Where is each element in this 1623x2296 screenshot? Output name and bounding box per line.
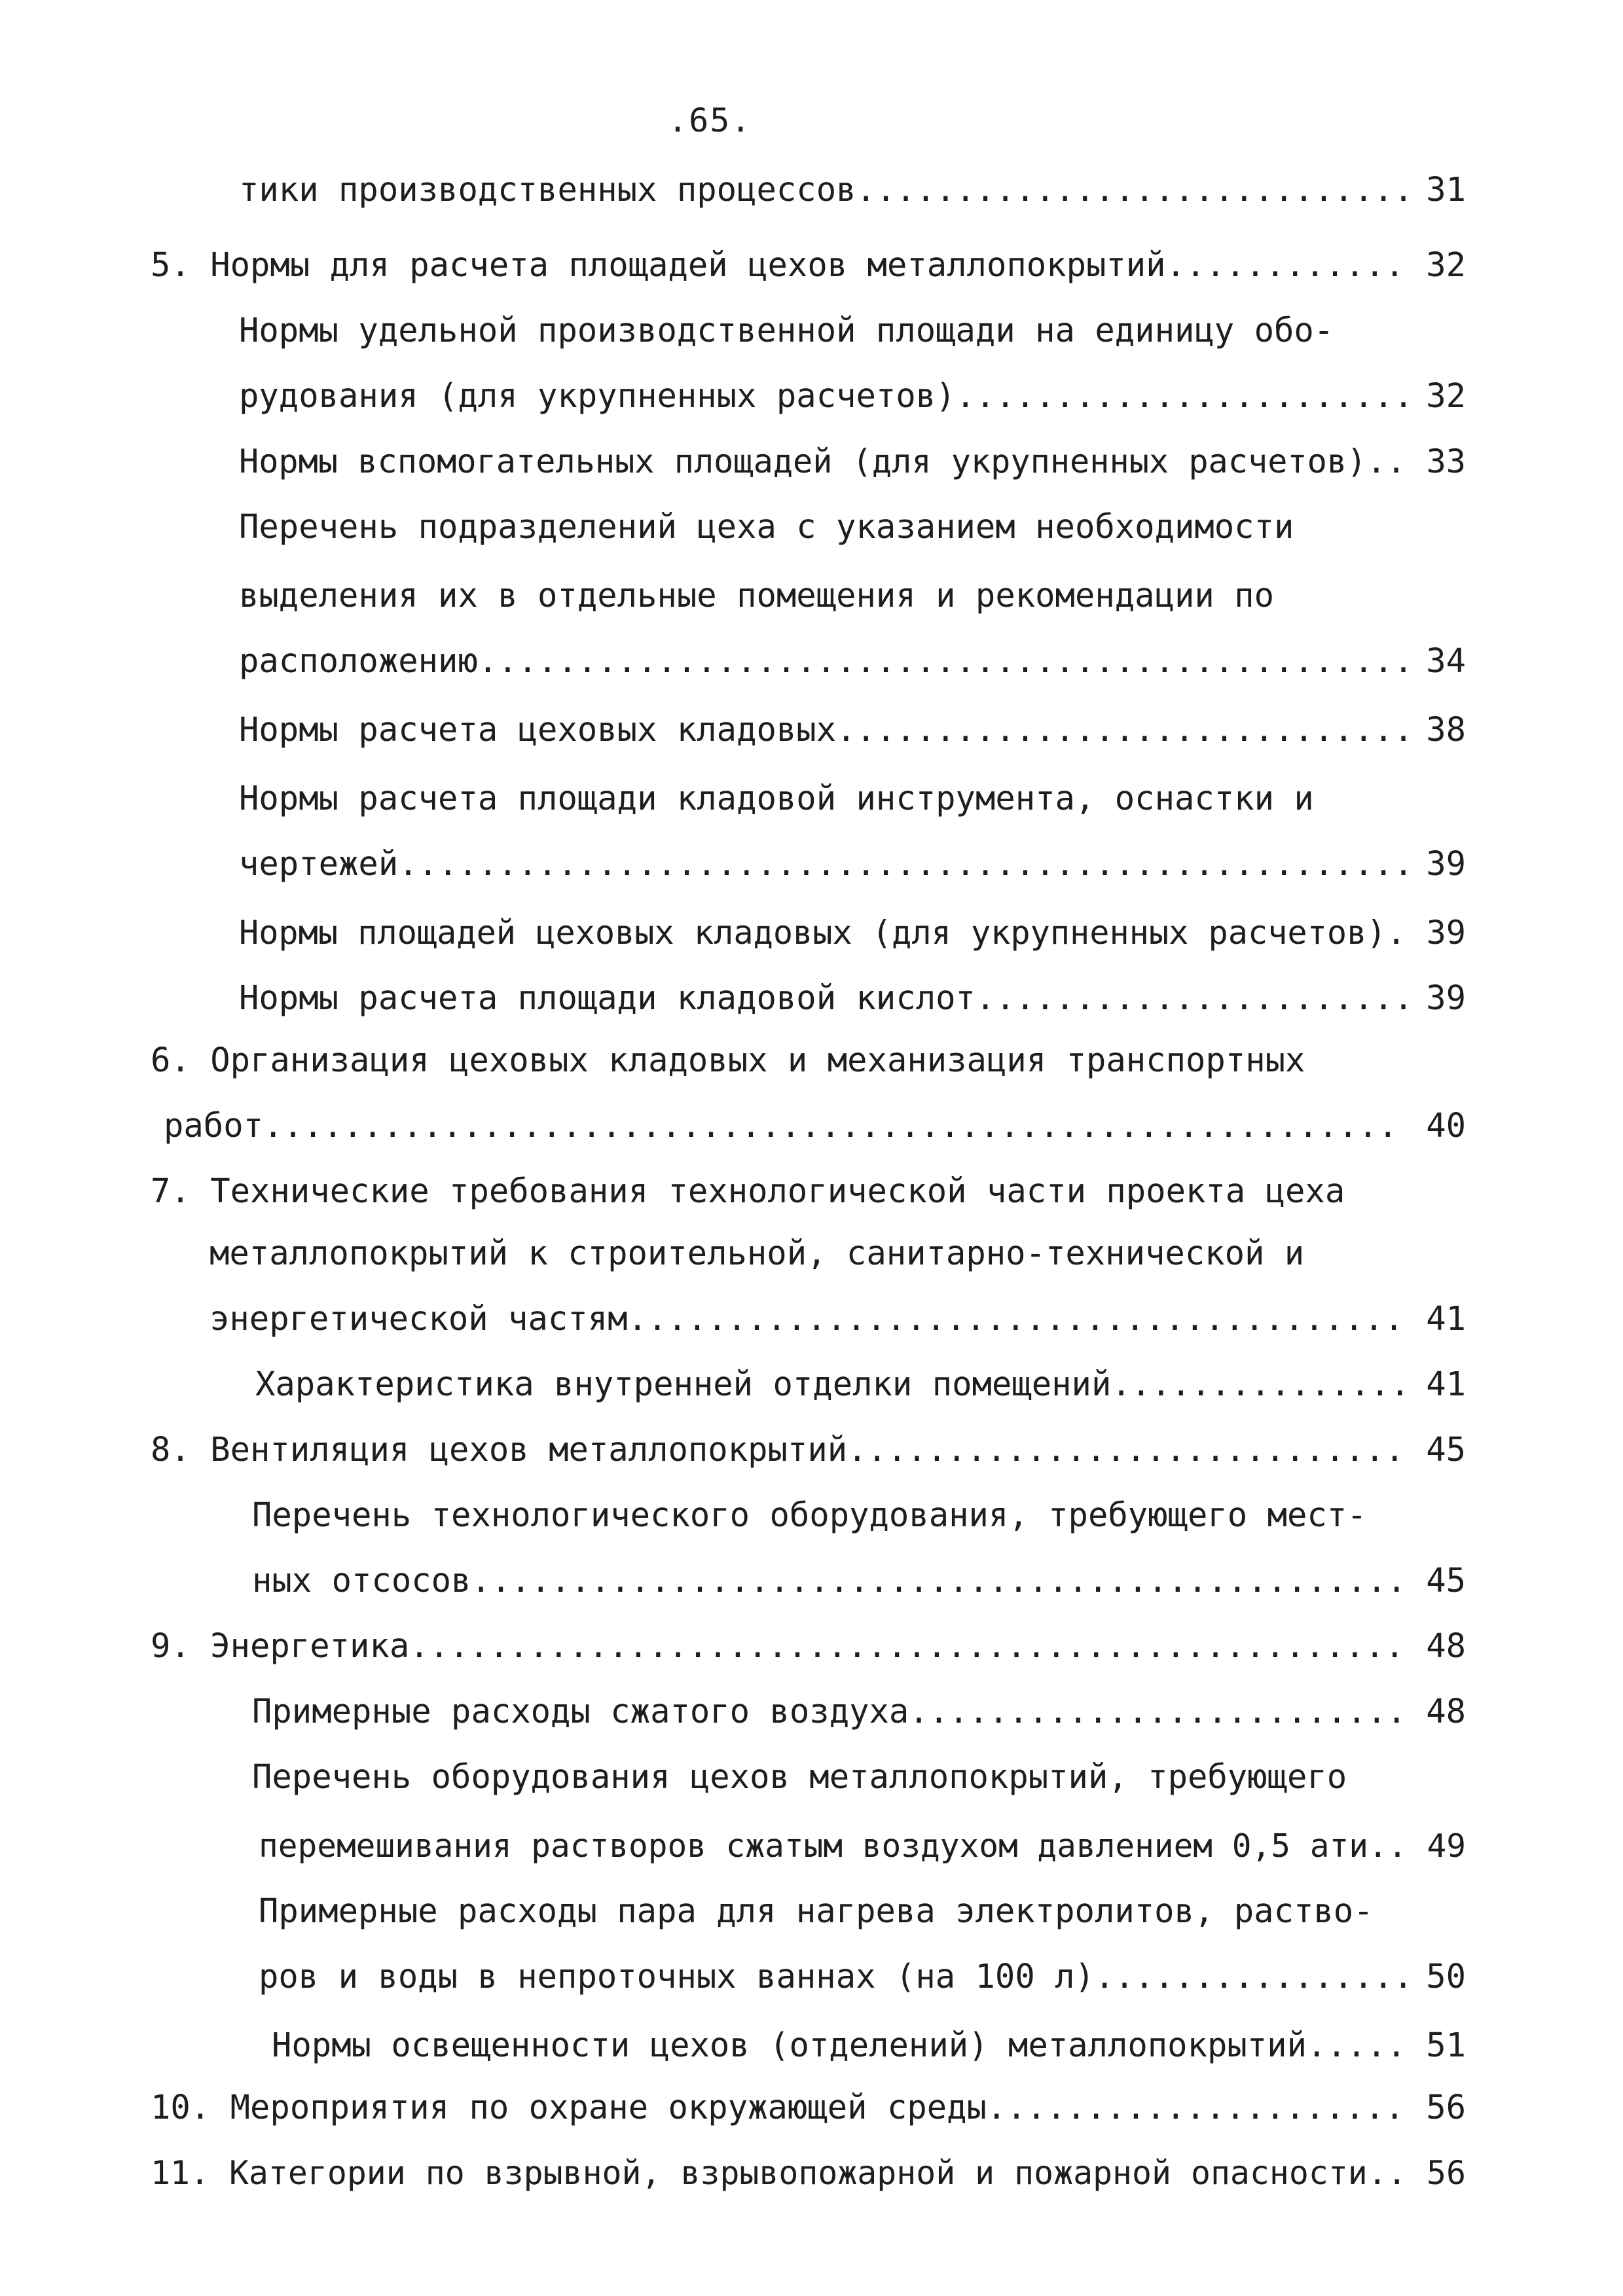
- toc-entry-page: 45: [1426, 1430, 1466, 1469]
- toc-entry-text: [239, 910, 1406, 956]
- toc-entry-page: 51: [1426, 2026, 1466, 2064]
- toc-entry: [164, 1103, 1466, 1149]
- toc-entry: [151, 2150, 1466, 2196]
- toc-entry-title: Нормы площадей цеховых кладовых (для укрупненных расчетов): [239, 913, 1387, 952]
- toc-entry: [252, 1689, 1466, 1734]
- toc-entry-number: 8.: [151, 1430, 191, 1469]
- toc-entry-text: [272, 2022, 1406, 2068]
- toc-entry: [252, 1558, 1466, 1604]
- toc-entry-title: Технические требования технологической части проекта цеха: [210, 1172, 1345, 1210]
- dot-leader: .: [1387, 2154, 1407, 2192]
- toc-entry-text: [255, 1361, 1410, 1407]
- toc-entry-page: 41: [1426, 1299, 1466, 1338]
- toc-entry-text: [239, 573, 1274, 619]
- dot-leader: ................: [1094, 1957, 1413, 1996]
- toc-entry: [239, 776, 1466, 821]
- toc-entry-text: [239, 504, 1294, 550]
- toc-entry-text: [151, 242, 1404, 288]
- toc-entry: [151, 242, 1466, 288]
- toc-entry-page: 39: [1426, 913, 1466, 952]
- toc-entry-title: рудования (для укрупненных расчетов): [239, 376, 956, 415]
- dot-leader: .......................: [955, 376, 1413, 415]
- toc-entry-page: 38: [1426, 710, 1466, 749]
- toc-entry-text: [259, 1823, 1407, 1869]
- toc-entry: [259, 1823, 1466, 1869]
- toc-entry-title: Характеристика внутренней отделки помещений: [255, 1365, 1112, 1403]
- toc-entry-page: 50: [1426, 1957, 1466, 1996]
- toc-entry-title: Категории по взрывной, взрывопожарной и пожарной опасности.: [228, 2154, 1387, 2192]
- toc-entry-title: работ: [164, 1106, 264, 1145]
- toc-entry-page: 39: [1426, 844, 1466, 883]
- toc-entry-title: выделения их в отдельные помещения и рекомендации по: [239, 576, 1274, 615]
- toc-entry-page: 56: [1426, 2088, 1466, 2126]
- toc-entry-title: перемешивания растворов сжатым воздухом давлением 0,5 ати.: [259, 1827, 1388, 1865]
- toc-entry-title: ных отсосов: [252, 1561, 471, 1600]
- toc-entry-text: [164, 1103, 1398, 1149]
- toc-entry-number: 9.: [151, 1626, 191, 1665]
- toc-entry-number: 5.: [151, 245, 191, 284]
- toc-entry-title: Нормы освещенности цехов (отделений) металлопокрытий: [272, 2026, 1307, 2064]
- dot-leader: .....................: [986, 2088, 1405, 2126]
- toc-entry-page: 48: [1426, 1626, 1466, 1665]
- toc-entry-title: Перечень оборудования цехов металлопокрытий, требующего: [252, 1757, 1347, 1796]
- toc-entry-text: [259, 1954, 1413, 2000]
- toc-entry: [239, 910, 1466, 956]
- toc-entry: [239, 439, 1466, 484]
- toc-entry-title: Мероприятия по охране окружающей среды: [230, 2088, 987, 2126]
- toc-entry-text: [239, 841, 1413, 887]
- toc-entry-page: 40: [1426, 1106, 1466, 1145]
- toc-entry-text: [151, 1623, 1404, 1669]
- toc-entry-text: [239, 439, 1406, 484]
- toc-entry: [239, 504, 1466, 550]
- toc-entry-number: 7.: [151, 1172, 191, 1210]
- toc-entry: [210, 1230, 1466, 1276]
- toc-entry-text: [151, 1037, 1305, 1083]
- toc-entry: [239, 707, 1466, 753]
- toc-entry-text: [210, 1296, 1404, 1342]
- toc-entry: [151, 2085, 1466, 2130]
- toc-entry: [239, 308, 1466, 353]
- toc-entry-text: [151, 1168, 1345, 1214]
- toc-entry-page: 32: [1426, 245, 1466, 284]
- dot-leader: ...............................................: [477, 641, 1413, 680]
- toc-entry-title: Перечень технологического оборудования, требующего мест-: [252, 1496, 1367, 1534]
- toc-entry-text: [252, 1558, 1406, 1604]
- toc-entry-title: Примерные расходы сжатого воздуха: [252, 1692, 909, 1731]
- dot-leader: .: [1386, 913, 1406, 952]
- toc-entry-title: Перечень подразделений цеха с указанием необходимости: [239, 507, 1294, 546]
- toc-entry-text: [239, 373, 1413, 419]
- toc-entry-title: Энергетика: [210, 1626, 410, 1665]
- dot-leader: ..................................................: [409, 1626, 1405, 1665]
- toc-entry-text: [252, 1689, 1406, 1734]
- toc-entry-text: [239, 776, 1314, 821]
- toc-entry: [239, 638, 1466, 684]
- toc-entry: [252, 1754, 1466, 1800]
- dot-leader: ......................: [975, 978, 1413, 1017]
- toc-entry-text: [239, 638, 1413, 684]
- toc-entry-title: Нормы расчета площади кладовой кислот: [239, 978, 976, 1017]
- toc-entry-title: ров и воды в непроточных ваннах (на 100 л): [259, 1957, 1095, 1996]
- toc-entry-text: [151, 1427, 1404, 1473]
- toc-entry-text: [210, 1230, 1304, 1276]
- toc-entry-text: [239, 975, 1413, 1021]
- toc-entry: [272, 2022, 1466, 2068]
- dot-leader: .....: [1307, 2026, 1407, 2064]
- toc-entry-text: [151, 2085, 1404, 2130]
- toc-entry-title: энергетической частям: [210, 1299, 628, 1338]
- toc-entry: [239, 841, 1466, 887]
- toc-entry: [255, 1361, 1466, 1407]
- toc-entry-title: расположению: [239, 641, 478, 680]
- toc-entry-page: 49: [1427, 1827, 1466, 1865]
- toc-entry-page: 48: [1426, 1692, 1466, 1731]
- dot-leader: ...............: [1111, 1365, 1410, 1403]
- toc-entry-title: Нормы для расчета площадей цехов металлопокрытий: [210, 245, 1166, 284]
- toc-entry: [151, 1037, 1466, 1083]
- toc-entry: [151, 1168, 1466, 1214]
- dot-leader: .......................................: [627, 1299, 1404, 1338]
- toc-entry-title: Организация цеховых кладовых и механизация транспортных: [210, 1041, 1305, 1079]
- toc-entry: [239, 167, 1466, 213]
- dot-leader: .........................................................: [263, 1106, 1398, 1145]
- toc-entry-title: Нормы удельной производственной площади на единицу обо-: [239, 311, 1334, 350]
- toc-entry-title: тики производственных процессов: [239, 170, 856, 209]
- toc-entry-title: Вентиляция цехов металлопокрытий: [210, 1430, 848, 1469]
- toc-entry: [151, 1427, 1466, 1473]
- toc-entry-text: [239, 707, 1413, 753]
- toc-entry-number: 6.: [151, 1041, 191, 1079]
- toc-entry: [210, 1296, 1466, 1342]
- dot-leader: ...................................................: [398, 844, 1413, 883]
- toc-entry-page: 39: [1426, 978, 1466, 1017]
- dot-leader: ............: [1165, 245, 1405, 284]
- dot-leader: .: [1386, 442, 1406, 480]
- toc-entry-page: 45: [1426, 1561, 1466, 1600]
- toc-entry-page: 33: [1426, 442, 1466, 480]
- toc-entry-page: 32: [1426, 376, 1466, 415]
- toc-entry-title: Нормы вспомогательных площадей (для укрупненных расчетов).: [239, 442, 1387, 480]
- toc-entry-title: Нормы расчета цеховых кладовых: [239, 710, 837, 749]
- toc-entry-text: [239, 308, 1334, 353]
- toc-entry-text: [239, 167, 1413, 213]
- page-number: .65.: [668, 101, 752, 139]
- dot-leader: .........................: [909, 1692, 1407, 1731]
- toc-entry-number: 10.: [151, 2088, 211, 2126]
- dot-leader: ...............................................: [471, 1561, 1407, 1600]
- toc-entry: [239, 975, 1466, 1021]
- toc-entry-text: [259, 1888, 1374, 1934]
- toc-entry-page: 41: [1426, 1365, 1466, 1403]
- toc-entry-number: 11.: [151, 2154, 210, 2192]
- toc-entry-title: чертежей: [239, 844, 399, 883]
- dot-leader: .............................: [836, 710, 1413, 749]
- toc-entry-page: 56: [1427, 2154, 1466, 2192]
- toc-entry: [259, 1888, 1466, 1934]
- toc-entry-page: 31: [1426, 170, 1466, 209]
- toc-entry-text: [252, 1754, 1347, 1800]
- toc-entry: [259, 1954, 1466, 2000]
- toc-entry: [239, 373, 1466, 419]
- toc-entry-page: 34: [1426, 641, 1466, 680]
- toc-entry-title: Нормы расчета площади кладовой инструмента, оснастки и: [239, 779, 1314, 817]
- toc-entry: [252, 1492, 1466, 1538]
- dot-leader: ............................: [856, 170, 1413, 209]
- toc-entry-text: [252, 1492, 1367, 1538]
- toc-entry: [239, 573, 1466, 619]
- dot-leader: .: [1387, 1827, 1408, 1865]
- dot-leader: ............................: [847, 1430, 1405, 1469]
- toc-entry-text: [151, 2150, 1407, 2196]
- toc-entry-title: Примерные расходы пара для нагрева электролитов, раство-: [259, 1892, 1374, 1930]
- toc-entry: [151, 1623, 1466, 1669]
- toc-entry-title: металлопокрытий к строительной, санитарно-технической и: [210, 1234, 1305, 1272]
